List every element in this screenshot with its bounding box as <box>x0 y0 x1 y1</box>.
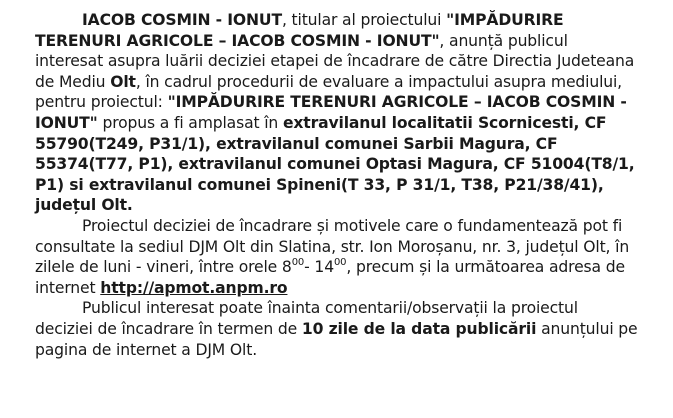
paragraph-consultation-info <box>35 216 639 298</box>
text-segment: , în cadrul procedurii de evaluare a impactului asupra mediului, pentru proiectul: <box>35 72 622 112</box>
deadline-text: 10 zile de la data publicării <box>301 319 537 338</box>
website-link[interactable]: http://apmot.anpm.ro <box>100 278 288 297</box>
paragraph-project-announcement <box>35 10 639 216</box>
text-segment: , anunță publicul interesat asupra luării deciziei etapei de încadrare de către Directia Judeteana de Mediu <box>35 31 635 91</box>
announcement-document <box>35 10 639 360</box>
text-segment: Proiectul deciziei de încadrare și motivele care o fundamentează pot fi consultate la sediul DJM Olt din Slatina, str. Ion Moroșanu, nr. 3, județul Olt, în zilele de luni - vineri, între orele 8 <box>35 216 630 277</box>
text-segment: Publicul interesat poate înainta comentarii/observații la proiectul deciziei de încadrare în termen de <box>35 299 578 338</box>
county-name: Olt <box>110 72 136 91</box>
project-location: extravilanul localitatii Scornicesti, CF 55790(T249, P31/1), extravilanul comunei Sarbii Magura, CF 55374(T77, P1), extravilanul comunei Optasi Magura, CF 51004(T8/1, P1) si extravilanul comunei Spineni(T 33, P 31/1, T38, P21/38/41), județul Olt. <box>35 113 635 215</box>
end-hour-minutes: 00 <box>333 256 347 268</box>
text-segment: , precum și la următoarea adresa de internet <box>35 258 625 297</box>
start-hour-minutes: 00 <box>291 256 305 268</box>
project-name: "IMPĂDURIRE TERENURI AGRICOLE – IACOB COSMIN - IONUT" <box>35 11 564 50</box>
applicant-name: IACOB COSMIN - IONUT <box>82 11 282 29</box>
text-segment: anunțului pe pagina de internet a DJM Olt. <box>35 319 638 359</box>
text-segment: , titular al proiectului <box>281 11 447 29</box>
text-segment: propus a fi amplasat în <box>97 113 283 132</box>
text-segment: - 14 <box>304 258 334 277</box>
project-name-repeat: "IMPĂDURIRE TERENURI AGRICOLE – IACOB COSMIN - IONUT" <box>35 93 627 132</box>
paragraph-comments-deadline <box>35 298 639 360</box>
